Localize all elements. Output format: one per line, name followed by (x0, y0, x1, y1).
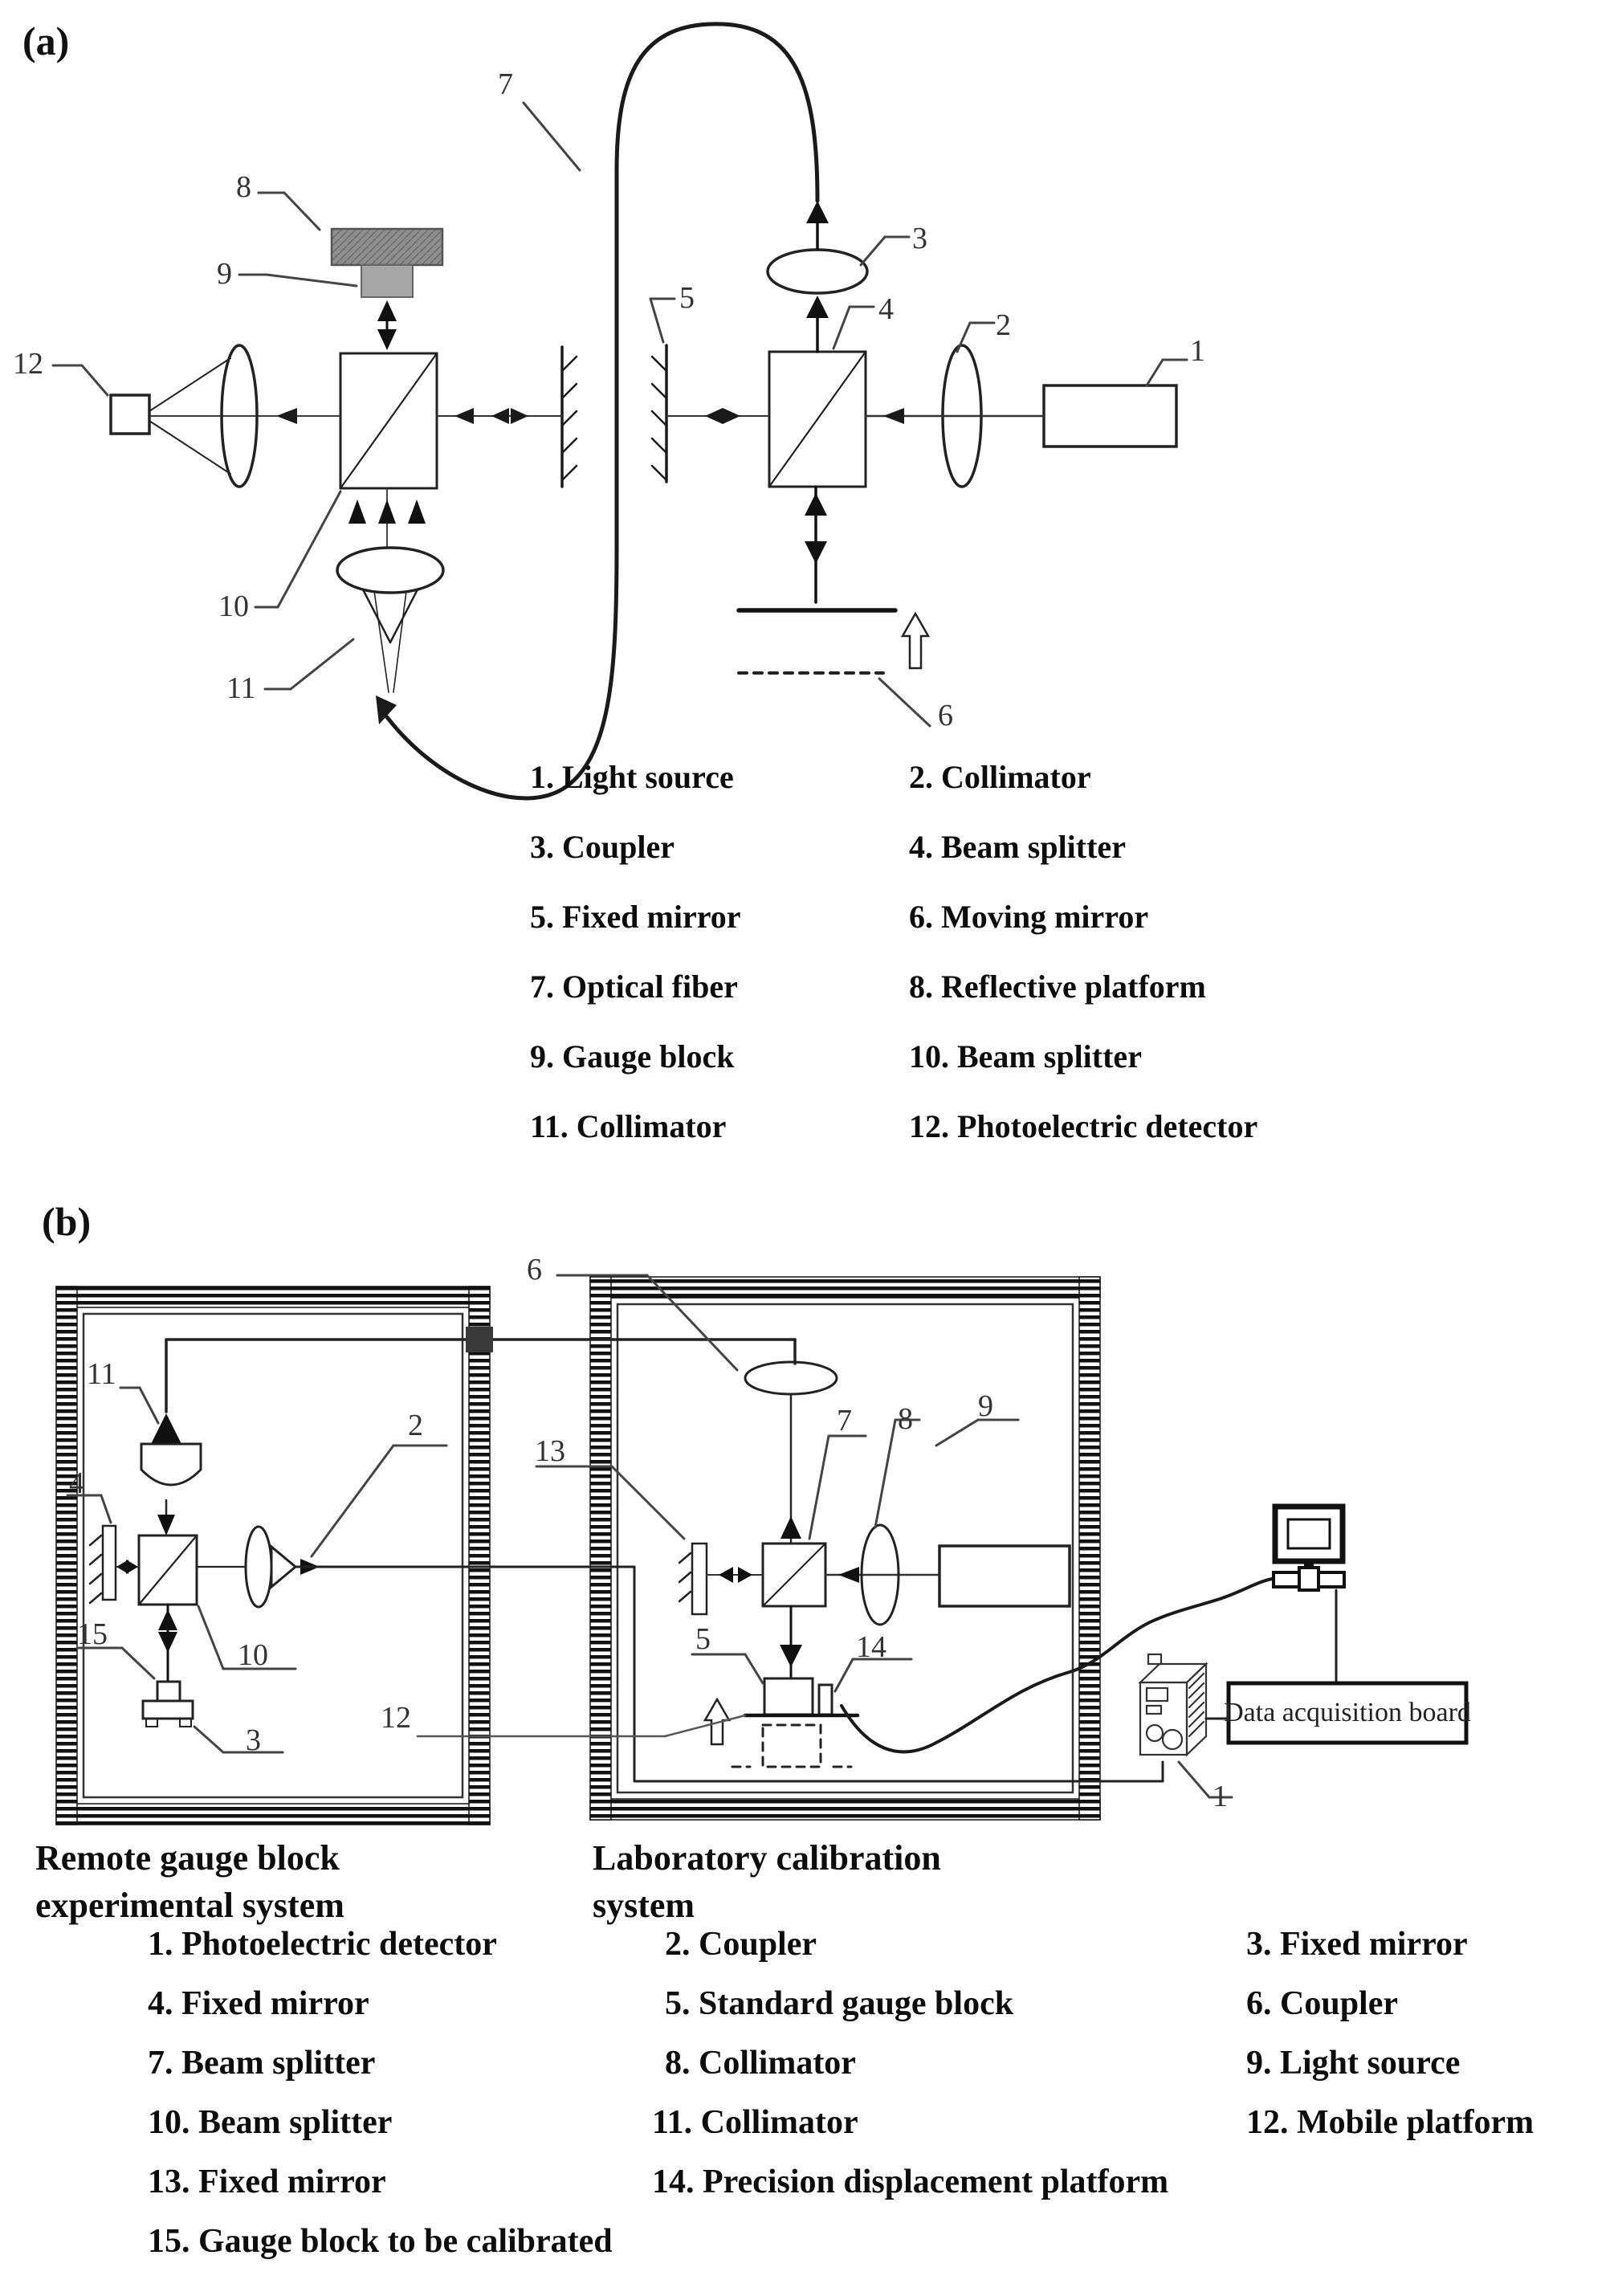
leader-12 (53, 365, 108, 395)
laboratory-box-caption-line1: Laboratory calibration (593, 1838, 941, 1878)
leader-1 (1147, 360, 1187, 385)
return-beam-arrows (348, 488, 426, 548)
leader-2b (312, 1446, 446, 1556)
legend-b-item: 1. Photoelectric detector (148, 1926, 497, 1963)
legend-b-item: 7. Beam splitter (148, 2045, 376, 2082)
callout-b7: 7 (837, 1404, 852, 1438)
coupler-2b (197, 1527, 295, 1607)
leader-5 (650, 299, 675, 342)
callout-b9: 9 (978, 1389, 993, 1423)
gauge-block-15 (157, 1682, 180, 1701)
fixed-mirror-left (562, 347, 577, 487)
coupler-6 (745, 1362, 837, 1394)
laboratory-box-frame (590, 1277, 1100, 1820)
callout-a1: 1 (1190, 334, 1205, 368)
moving-mirror-6 (739, 610, 930, 726)
photoelectric-detector-12 (111, 395, 149, 434)
callout-b11: 11 (87, 1357, 116, 1391)
light-source-9 (939, 1546, 1070, 1606)
laboratory-box-caption-line2: system (593, 1886, 695, 1926)
legend-b-item: 9. Light source (1246, 2045, 1461, 2082)
legend-a-item: 4. Beam splitter (909, 829, 1126, 865)
legend-b-item: 5. Standard gauge block (665, 1985, 1014, 2022)
callout-b5: 5 (695, 1622, 711, 1656)
arrows-4b-10b (116, 1560, 139, 1574)
beam-arrow-left (276, 408, 297, 424)
remote-box-caption (35, 1834, 344, 1930)
callout-a2: 2 (996, 308, 1011, 342)
beam-4-3 (806, 201, 829, 352)
leader-15 (77, 1648, 154, 1678)
leader-3b (194, 1727, 283, 1752)
legend-b-item: 14. Precision displacement platform (652, 2163, 1169, 2200)
callout-b13: 13 (535, 1434, 565, 1468)
legend-a-item: 2. Collimator (909, 759, 1091, 795)
legend-b-item: 2. Coupler (665, 1926, 817, 1963)
callout-b3: 3 (246, 1723, 261, 1757)
callout-b4: 4 (69, 1466, 84, 1500)
callout-b14: 14 (856, 1630, 886, 1664)
leader-4 (833, 307, 874, 349)
panel-b-tag: (b) (42, 1199, 92, 1244)
callout-a10: 10 (218, 589, 249, 623)
light-source-1 (1044, 385, 1176, 447)
beam-5-4 (666, 408, 769, 424)
remote-box-caption-line1: Remote gauge block (35, 1838, 340, 1878)
beam-10-mirror (437, 408, 562, 424)
leader-2 (957, 323, 994, 352)
remote-box-caption-line2: experimental system (35, 1886, 344, 1926)
double-arrow-9-10 (377, 300, 397, 350)
leader-8b (875, 1420, 919, 1527)
arrows-13-7 (707, 1567, 763, 1583)
hollow-up-arrow-icon (903, 614, 928, 668)
legend-b-item: 10. Beam splitter (148, 2104, 393, 2141)
leader-7b (809, 1436, 866, 1539)
legend-b-item: 13. Fixed mirror (148, 2163, 386, 2200)
beam-splitter-10 (340, 353, 437, 488)
leader-11 (265, 639, 353, 689)
displacement-platform-14 (819, 1685, 832, 1715)
daq-board-label: Data acquisition board (1224, 1698, 1471, 1727)
callout-b10: 10 (238, 1638, 268, 1672)
callout-b15: 15 (77, 1617, 108, 1651)
callout-a6: 6 (938, 699, 953, 732)
leader-9 (239, 275, 357, 286)
fixed-mirror-3b (143, 1701, 193, 1727)
callout-a3: 3 (912, 222, 927, 255)
standard-gauge-block-5 (764, 1678, 813, 1715)
callout-a11: 11 (226, 671, 256, 705)
leader-7 (524, 103, 580, 170)
beam-splitter-10b (139, 1535, 197, 1605)
beam-11b-10b (157, 1500, 175, 1535)
legend-a-item: 10. Beam splitter (909, 1038, 1142, 1075)
leader-10 (255, 491, 340, 607)
optical-fiber-7 (376, 24, 817, 798)
computer-monitor-icon (1274, 1507, 1344, 1590)
callout-a4: 4 (878, 292, 894, 326)
legend-b-item: 11. Collimator (652, 2104, 858, 2141)
legend-a-item: 12. Photoelectric detector (909, 1108, 1258, 1144)
callout-b2: 2 (408, 1409, 423, 1442)
leader-14 (835, 1659, 911, 1691)
legend-b-item: 3. Fixed mirror (1246, 1926, 1468, 1963)
legend-b-item: 6. Coupler (1246, 1985, 1398, 2022)
beam-splitter-4 (769, 352, 866, 487)
fixed-mirror-5 (652, 345, 666, 482)
fixed-mirror-4b (90, 1526, 116, 1603)
callout-b6: 6 (527, 1253, 542, 1287)
leader-12b (418, 1715, 745, 1736)
coupler-3 (768, 250, 867, 293)
callout-b12: 12 (381, 1701, 411, 1735)
leader-8 (259, 193, 320, 230)
legend-a-item: 3. Coupler (530, 829, 675, 865)
callout-a7: 7 (498, 67, 513, 101)
callout-a5: 5 (679, 281, 695, 315)
callout-b8: 8 (898, 1402, 913, 1436)
legend-a-item: 7. Optical fiber (530, 969, 738, 1005)
fiber-link-bottom (295, 1559, 1163, 1781)
reflective-platform-8 (332, 229, 442, 265)
beam-7-9 (825, 1567, 939, 1583)
legend-a-item: 11. Collimator (530, 1108, 727, 1144)
callout-a12: 12 (13, 347, 43, 381)
detector-lens (149, 345, 340, 487)
legend-b-item: 4. Fixed mirror (148, 1985, 369, 2022)
fixed-mirror-13 (679, 1544, 707, 1614)
photoelectric-detector-1-icon (1140, 1654, 1206, 1755)
beam-4-1 (866, 408, 1044, 424)
beam-splitter-7 (763, 1544, 825, 1606)
legend-b-item: 12. Mobile platform (1246, 2104, 1534, 2141)
legend-a-item: 1. Light source (530, 759, 734, 795)
legend-b-item: 15. Gauge block to be calibrated (148, 2223, 613, 2260)
mobile-platform-12 (732, 1725, 851, 1767)
leader-11b (120, 1388, 158, 1423)
laboratory-box-caption (593, 1834, 941, 1930)
collimator-11b (141, 1413, 201, 1485)
callout-a8: 8 (236, 170, 251, 204)
beam-6-7 (780, 1394, 801, 1542)
collimator-11 (337, 548, 443, 692)
beam-4-6 (805, 487, 827, 602)
beam-7-5 (780, 1606, 802, 1677)
legend-b-item: 8. Collimator (665, 2045, 856, 2082)
legend-a-item: 9. Gauge block (530, 1038, 735, 1075)
wall-feedthrough (466, 1327, 493, 1352)
legend-a-item: 5. Fixed mirror (530, 899, 741, 935)
gauge-block-9 (361, 265, 413, 297)
leader-5b (692, 1654, 763, 1683)
leader-3 (861, 237, 909, 265)
leader-9b (936, 1420, 1018, 1446)
beam-10b-15 (158, 1605, 177, 1680)
callout-a9: 9 (217, 257, 232, 291)
legend-a-item: 8. Reflective platform (909, 969, 1206, 1005)
panel-a-tag: (a) (22, 18, 70, 63)
callout-b1: 1 (1212, 1780, 1228, 1813)
legend-a-item: 6. Moving mirror (909, 899, 1149, 935)
